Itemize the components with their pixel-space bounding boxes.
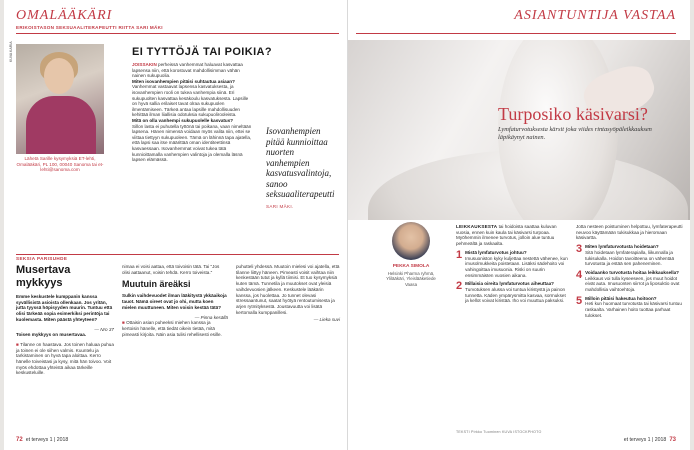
pull-quote-text: Isovanhempien pitää kunnioittaa nuorten vanhempien kasvatusvalintoja, sanoo seksuaaliterapeutti	[266, 126, 335, 199]
article-question-2: Mitä on olla vanhempi sukupuolelle kasvatus?	[132, 117, 234, 123]
question-2-title: Millaisia oireita lymfaturvotus aiheuttaa?	[465, 281, 554, 287]
question-1-answer: Imusuoniston kyky kuljettaa nestettä vähenee, kun imusolmukkeita poistetaan. Lisäksi sädehoito voi vahingoittaa imusuonia. Riski on suurin ensimmäisten vuosien aikana.	[465, 255, 568, 278]
column-3	[236, 264, 340, 323]
author-photo-caption: Lähetä Sarille kysymyksiä ET-lehti, Omalääkäri, PL 100, 00040 Sanoma tai et-lehti@sanoma.com	[16, 156, 104, 173]
article-body	[132, 62, 252, 163]
article-paragraph-1: Vanhemmat vastaavat lapsensa kasvatuksesta, ja isovanhempien rooli on tukea vanhempia siinä. Eri sukupuolten kasvattaa kesäkoulu kasvatuksesta. Lapsille on hyvä sallia erilaiset tavat olraa sukupuolen ilmentämiseen. Tärkeä antaa lapsille mahdollisuuden kehittää ilman liiallisia odotuksia sukupuolirooleista.	[132, 84, 249, 118]
right-folio	[624, 437, 676, 443]
col1-body: Tilanne on haastava. Jos toinen haluaa puhua ja toinen ei ole siihen valmis. Kuuntelu ja tarkistaminen on hyvä tapa aloittaa. Kerro hänelle toiveistasi ja kysy, mitä hän toivoo. Voit myös ehdottaa yhteistä aikaa tärkeille keskusteluille.	[16, 341, 114, 376]
magazine-spread	[4, 0, 690, 450]
col2-signature: — Pinna kesällä	[194, 314, 228, 320]
author-photo	[16, 44, 104, 154]
article-paragraph-2: Sillon lasta ei puhutella tyttönä tai poikana, vaan nimeltään lapsena. Hänen nimensä voidaan myös valita niin, ettei se viittaa tiettyyn sukupuoleen. Tämä on lähinnä tapa ajatella, että lapsi saa itse määrittää oman identiteettinsä kasvaessaan. Isovanhemmat voivat tukea tätä kunnioittamalla vanhempien valintoja ja olemalla läsnä lapsen elämässä.	[132, 123, 252, 163]
question-4-title: Voidaanko turvotusta hoitaa leikkauksella?	[585, 269, 679, 275]
question-5: 5 Milloin pitäisi hakeutua hoitoon? Heti kun huomaat turvotusta tai käsivarsi tuntuu raskaalta. Varhainen hoito tuottaa parhaat tulokset.	[576, 296, 684, 319]
col1-signature-meta: — Nro 37	[94, 326, 114, 332]
right-col2-body: Jotta nesteen poistuminen helpottuu, lymfaterapeutti neuvoo käyttämään tukisukkaa ja hieromaan käsivartta.	[576, 224, 683, 241]
col2-headline: Muutuin äreäksi	[122, 279, 191, 290]
right-top-rule	[356, 33, 676, 34]
right-kicker: ASIANTUNTIJA VASTAA	[514, 8, 676, 23]
left-page-number: 72	[16, 437, 23, 443]
right-page-number: 73	[669, 437, 676, 443]
col2-body: Ottaisin asian puheeksi miehen kanssa ja kertoisin hänelle, että tiedät oikein tietää, mitä pimeasti kirjoita. Näin asia tulisi rehellisesti esille.	[122, 320, 222, 337]
question-4-answer: Leikkaus voi tulla kyseeseen, jos muut hoidot eivät auta. Imusuonten siirrot ja liposuktio ovat mahdollisia vaihtoehtoja.	[585, 275, 680, 293]
col2-intro: Sulkin vaihdevuodet ilman lääkitystä ykkäaikoja tauot. Nämä oireet ovat jo ohi, mutta koen mielen muuttuneen. Miten voisin kestää tätä?	[122, 293, 227, 310]
question-4: 4 Voidaanko turvotusta hoitaa leikkauksella? Leikkaus voi tulla kyseeseen, jos muut hoidot eivät auta. Imusuonten siirrot ja liposuktio ovat mahdollisia vaihtoehtoja.	[576, 270, 684, 293]
col3-body: puhutteli yhdessä. Muutoin mielesi voi ajatella, että tilanne liittyy häneen. Pimeasti voisit vaihtaa niin kenkestään tutut ja kyllä tiimisi. Et tuo kysymyksiä kuten tämä. Tunnetila ja muutokset ovat yleisiä vaihdevuosien jälkeen. Keskustele lääkärin kanssa, jos huolettaa. Jo tunnet olevasi stressaantunut, saatat hyötyä rentoutumisesta ja arjen rytmityksestä. Joustavuutta voi lisätä kertomalla kumppanillesi.	[236, 264, 340, 315]
left-folio-text: et terveys 1 | 2018	[25, 437, 69, 443]
pull-quote	[266, 126, 338, 212]
section-label: SEKSIA PARISUHDE	[16, 256, 68, 261]
col1-intro: Emme keskustele kumppanin kanssa syvällisistä asioista ollenkaan. Jos yritän, jutta tyyssä höpisyyden muurin. Tuntuu että olisi tärkeää sopia esimerkiksi perintöja tai kuolemasta. Miten päästä yhteyteen?	[16, 294, 113, 322]
question-5-title: Milloin pitäisi hakeutua hoitoon?	[585, 295, 657, 301]
right-photo-credit: TEKSTI Pirkko Tuominen KUVA ISTOCKPHOTO	[456, 430, 542, 434]
right-intro: tai hoidoista saattaa kuluvan vuosia, ennen kuin kaula tai käsivarsi turpoaa. Myöhemmin ilmenee turvotus, jolloin alue tuntuu pehmeältä ja raskaalta.	[456, 224, 557, 247]
question-3: 3 Miten lymfaturvotusta hoidetaan? Sitä hoidetaan lymfaterapialla, liikunnalla ja tukisukalla. Hoidon tavoitteena on vähentää turvotusta ja estää sen paheneminen.	[576, 244, 684, 267]
column-2: nimaa ei voisi aattaa, että toivoisin tätä. Tai "Jos olisi aattaanut, voisin tehdä. Kerro toiveista." Muutuin äreäksi Sulkin vaihdevuodet ilman lääkitystä ykkäaikoja tauot. Nämä oireet ovat jo ohi, mutta koen mielen muuttuneen. Miten voisin kestää tätä? — Pinna kesällä ■ Ottaisin asian puheeksi miehen kanssa ja kertoisin hänelle, että tiedät oikein tietää, mitä pimeasti kirjoita. Näin asia tulisi rehellisesti esille.	[122, 264, 228, 337]
col1-signature: Toisen mykkyys on musertavaa.	[16, 332, 87, 338]
left-page	[4, 0, 347, 450]
right-column-2	[576, 224, 684, 319]
hero-dek: Lymfaturvotuksesta kärsit joka viides rintasyöpäleikkauksen läpikäynyt nainen.	[498, 126, 652, 141]
left-folio	[16, 437, 68, 443]
hero-title: Turposiko käsivarsi?	[498, 104, 648, 124]
question-2-answer: Turvotuksen alussa voi tuntua kiristystä ja painon tunnetta. Käden ympärysmitta kasvaa, sormukset ja kellot voivat kiristää. Iho voi muuttua paksuksi.	[465, 287, 566, 304]
question-2: 2 Millaisia oireita lymfaturvotus aiheuttaa? Turvotuksen alussa voi tuntua kiristystä ja painon tunnetta. Käden ympärysmitta kasvaa, sormukset ja kellot voivat kiristää. Iho voi muuttua paksuksi.	[456, 281, 570, 304]
article-question-1: Miten isovanhempien pitäisi suhtautua asiaan?	[132, 78, 235, 84]
question-3-answer: Sitä hoidetaan lymfaterapialla, liikunnalla ja tukisukalla. Hoidon tavoitteena on vähentää turvotusta ja estää sen paheneminen.	[585, 249, 674, 267]
question-1: 1 Mistä lymfaturvotus johtuu? Imusuoniston kyky kuljettaa nestettä vähenee, kun imusolmukkeita poistetaan. Lisäksi sädehoito voi vahingoittaa imusuonia. Riski on suurin ensimmäisten vuosien aikana.	[456, 250, 570, 279]
question-1-title: Mistä lymfaturvotus johtuu?	[465, 249, 527, 255]
section-rule	[16, 254, 339, 255]
pull-quote-author: SARI MÄKI.	[266, 203, 294, 209]
right-folio-text: et terveys 1 | 2018	[623, 437, 667, 443]
col3-signature: — Lieka suvi	[313, 317, 340, 323]
expert-avatar	[392, 222, 430, 260]
article-lead-word: JOISSAKIN	[132, 62, 157, 67]
col1-headline: Musertava mykkyys	[16, 264, 71, 289]
author-photo-credit: KUVA KARIA	[9, 41, 13, 62]
right-column-1	[456, 224, 570, 304]
column-1: Musertava mykkyys Emme keskustele kumppanin kanssa syvällisistä asioista ollenkaan. Jos yritän, jutta tyyssä höpisyyden muurin. Tuntuu että olisi tärkeää sopia esimerkiksi perintöja tai kuolemasta. Miten päästä yhteyteen? — Nro 37 Toisen mykkyys on musertavaa. ■ Tilanne on haastava. Jos toinen haluaa puhua ja toinen ei ole siihen valmis. Kuuntelu ja tarkistaminen on hyvä tapa aloittaa. Kerro hänelle toiveistasi ja kysy, mitä hän toivoo. Voit myös ehdottaa yhteistä aikaa tärkeille keskusteluille.	[16, 264, 114, 376]
right-lead-word: LEIKKAUKSESTA	[456, 224, 498, 229]
question-5-answer: Heti kun huomaat turvotusta tai käsivarsi tuntuu raskaalta. Varhainen hoito tuottaa parhaat tulokset.	[585, 301, 682, 318]
article-intro: perheissä vanhemmat haluavat kasvattaa lapsensa niin, että korostuvat mahdollisimman vähän nainen sukupuolia.	[132, 62, 243, 79]
expert-name: PEKKA SIMOLA	[392, 264, 430, 269]
left-kicker-subtitle: ERIKOISTASON SEKSUAALITERAPEUTTI RIITTA SARI MÄKI	[16, 25, 163, 30]
col2-body-top: nimaa ei voisi aattaa, että toivoisin tätä. Tai "Jos olisi aattaanut, voisin tehdä. Kerro toiveista."	[122, 264, 220, 275]
article-headline: EI TYTTÖJÄ TAI POIKIA?	[132, 46, 272, 58]
right-page	[347, 0, 690, 450]
expert-role: Helsinki Pharma ryhmä, Ylilääkäri, Yleislääketiede Vaasa	[386, 271, 436, 287]
left-kicker: OMALÄÄKÄRI	[16, 8, 113, 23]
question-3-title: Miten lymfaturvotusta hoidetaan?	[585, 244, 659, 250]
left-top-rule	[16, 33, 339, 34]
